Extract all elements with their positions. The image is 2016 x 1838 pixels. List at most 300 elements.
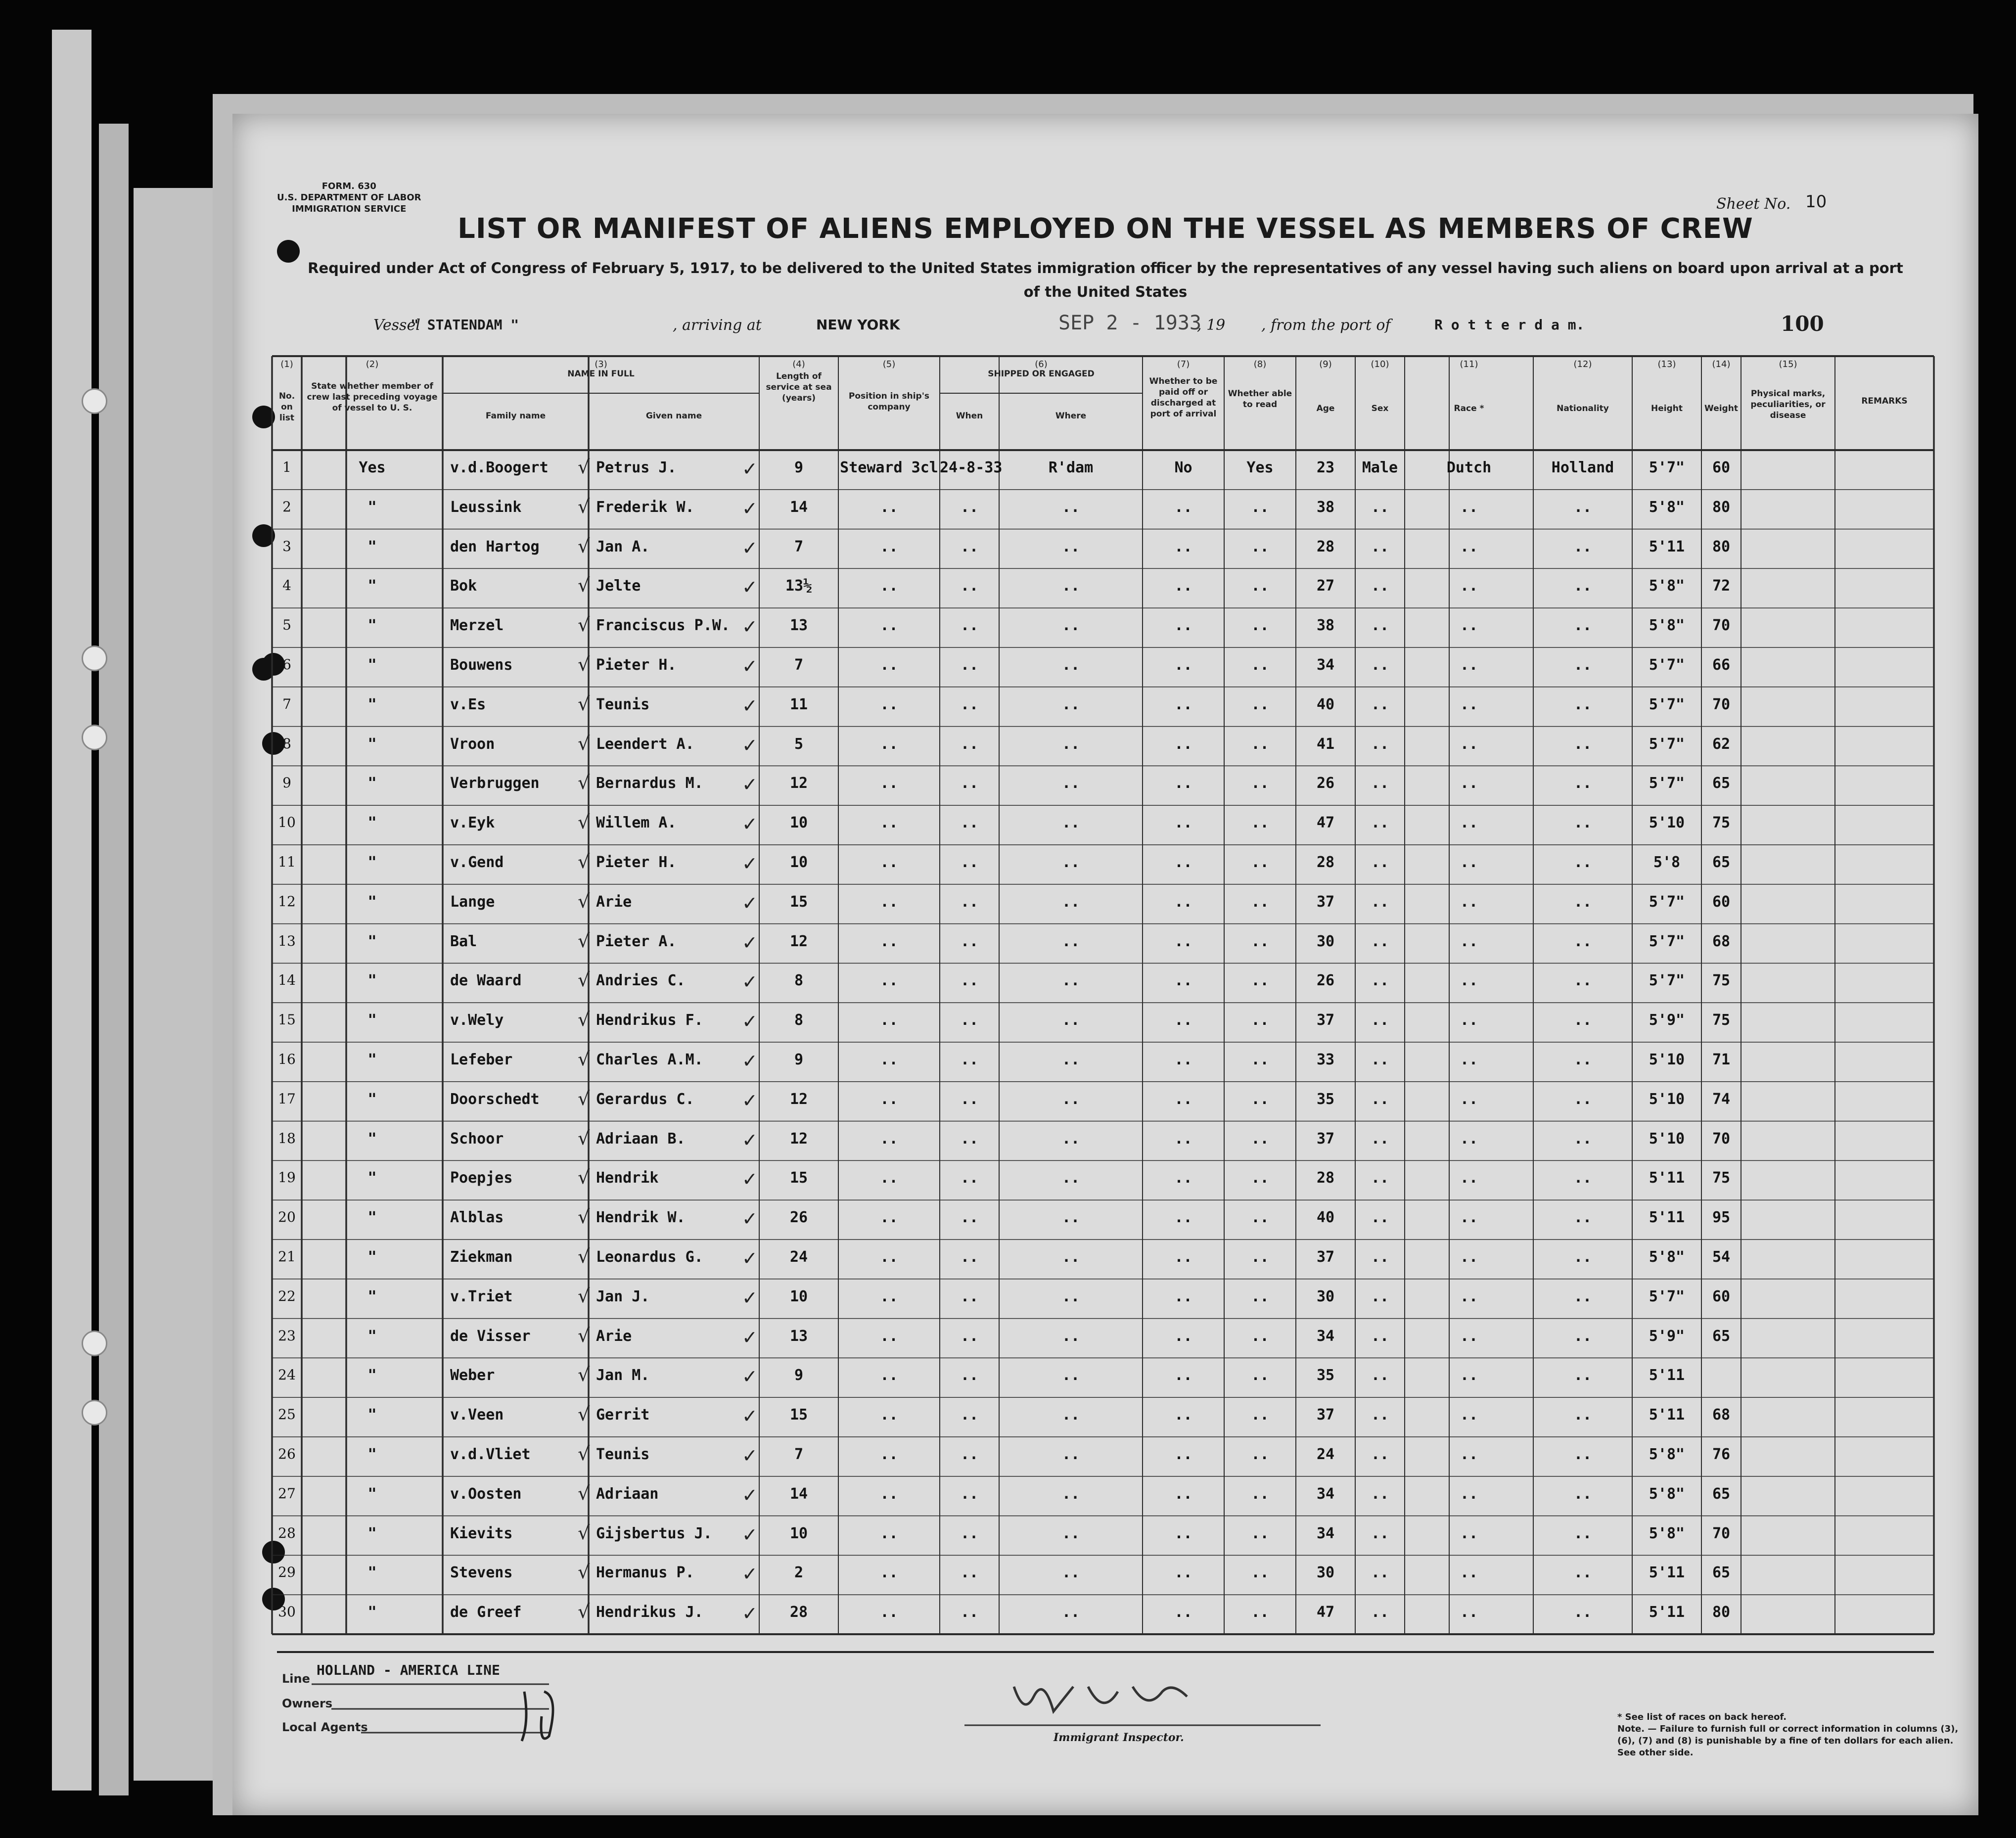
column-number: (14) (1712, 359, 1731, 369)
cell-family: Schoor (450, 1130, 504, 1148)
ditto-mark: .. (1061, 1090, 1080, 1108)
ditto-mark: .. (880, 1446, 898, 1463)
cell-family: v.d.Vliet (450, 1446, 531, 1463)
check-mark: √ (578, 1206, 590, 1228)
check-mark: √ (578, 811, 590, 833)
cell-age: 33 (1316, 1051, 1335, 1068)
cell-prev: " (367, 893, 377, 911)
cell-family: v.Es (450, 695, 486, 713)
cell-no: 16 (278, 1051, 296, 1067)
cell-weight: 75 (1712, 1169, 1731, 1187)
check-mark: √ (578, 772, 590, 794)
ditto-mark: .. (1573, 1446, 1592, 1463)
cell-prev: " (367, 972, 377, 990)
cell-age: 26 (1316, 972, 1335, 990)
ditto-mark: .. (960, 972, 979, 990)
ditto-mark: .. (1460, 498, 1478, 516)
column-header: Position in ship's company (848, 391, 930, 412)
ditto-mark: .. (1371, 1287, 1389, 1305)
cell-weight: 68 (1712, 932, 1731, 950)
cell-height: 5'7" (1649, 932, 1685, 950)
ditto-mark: .. (1061, 1564, 1080, 1582)
column-number: (2) (366, 359, 379, 369)
ditto-mark: .. (1061, 656, 1080, 674)
check-mark: √ (578, 653, 590, 675)
ditto-mark: .. (1573, 1327, 1592, 1345)
cell-no: 24 (278, 1367, 296, 1383)
cell-given: Jelte (596, 577, 641, 595)
binder-strip (134, 188, 218, 1781)
column-header: SHIPPED OR ENGAGED (988, 369, 1095, 379)
column-header: Given name (645, 411, 702, 421)
ditto-mark: .. (1174, 577, 1192, 595)
from-label: , from the port of (1261, 317, 1391, 334)
check-mark: ✓ (742, 1563, 758, 1585)
punch-hole (82, 1400, 107, 1425)
cell-service: 7 (794, 538, 804, 555)
ditto-mark: .. (1174, 1485, 1192, 1503)
cell-height: 5'11 (1649, 1367, 1685, 1384)
cell-prev: " (367, 1327, 377, 1345)
ditto-mark: .. (960, 577, 979, 595)
ditto-mark: .. (960, 1090, 979, 1108)
ditto-mark: .. (1573, 656, 1592, 674)
ditto-mark: .. (1174, 932, 1192, 950)
cell-weight: 54 (1712, 1248, 1731, 1266)
check-mark: √ (578, 1245, 590, 1267)
ditto-mark: .. (1371, 695, 1389, 713)
cell-given: Jan A. (596, 538, 650, 555)
check-mark: ✓ (742, 1603, 758, 1625)
cell-prev: " (367, 854, 377, 871)
cell-given: Teunis (596, 695, 650, 713)
arriving-port: NEW YORK (816, 317, 900, 333)
ditto-mark: .. (1061, 893, 1080, 911)
cell-weight: 71 (1712, 1051, 1731, 1068)
ditto-mark: .. (880, 932, 898, 950)
cell-weight: 65 (1712, 1327, 1731, 1345)
column-header: Length of service at sea (years) (766, 371, 832, 403)
cell-height: 5'8" (1649, 1524, 1685, 1542)
cell-service: 8 (794, 972, 804, 990)
ditto-mark: .. (1061, 1248, 1080, 1266)
ditto-mark: .. (960, 1446, 979, 1463)
check-mark: ✓ (742, 774, 758, 796)
cell-height: 5'8" (1649, 1248, 1685, 1266)
check-mark: ✓ (742, 1247, 758, 1269)
cell-weight: 65 (1712, 854, 1731, 871)
check-mark: ✓ (742, 616, 758, 638)
cell-height: 5'11 (1649, 1209, 1685, 1227)
cell-prev: " (367, 1169, 377, 1187)
ditto-mark: .. (960, 538, 979, 555)
cell-given: Pieter H. (596, 656, 677, 674)
check-mark: √ (578, 851, 590, 873)
cell-no: 28 (278, 1524, 296, 1541)
cell-service: 8 (794, 1011, 804, 1029)
ditto-mark: .. (960, 1130, 979, 1148)
ditto-mark: .. (880, 972, 898, 990)
cell-given: Hermanus P. (596, 1564, 694, 1582)
cell-prev: " (367, 735, 377, 753)
ditto-mark: .. (1251, 1446, 1269, 1463)
cell-age: 30 (1316, 1564, 1335, 1582)
ditto-mark: .. (1251, 1485, 1269, 1503)
ditto-mark: .. (1251, 1524, 1269, 1542)
cell-weight: 70 (1712, 695, 1731, 713)
check-mark: √ (578, 890, 590, 912)
ditto-mark: .. (880, 775, 898, 792)
cell-given: Leonardus G. (596, 1248, 703, 1266)
check-mark: √ (578, 969, 590, 991)
cell-given: Pieter A. (596, 932, 677, 950)
check-mark: √ (578, 574, 590, 597)
penalty-note: Note. — Failure to furnish full or correct information in columns (3), (6), (7) and (8) is punishable by a fine of ten dollars for each alien. See other side. (1617, 1724, 1959, 1758)
check-mark: ✓ (742, 1287, 758, 1309)
ditto-mark: .. (1573, 498, 1592, 516)
cell-prev: " (367, 1011, 377, 1029)
cell-weight: 60 (1712, 893, 1731, 911)
ditto-mark: .. (1174, 1051, 1192, 1068)
ditto-mark: .. (1251, 1406, 1269, 1424)
cell-family: Poepjes (450, 1169, 513, 1187)
cell-age: 40 (1316, 1209, 1335, 1227)
check-mark: ✓ (742, 1366, 758, 1388)
ditto-mark: .. (1573, 1130, 1592, 1148)
cell-given: Teunis (596, 1446, 650, 1463)
ditto-mark: .. (960, 617, 979, 635)
ditto-mark: .. (1251, 498, 1269, 516)
check-mark: √ (578, 1403, 590, 1425)
ditto-mark: .. (1061, 617, 1080, 635)
cell-age: 34 (1316, 1327, 1335, 1345)
ditto-mark: .. (1371, 1564, 1389, 1582)
cell-no: 5 (282, 617, 291, 634)
ditto-mark: .. (1371, 814, 1389, 832)
check-mark: ✓ (742, 892, 758, 914)
cell-position: Steward 3cl (840, 459, 938, 476)
check-mark: ✓ (742, 1405, 758, 1427)
ditto-mark: .. (1251, 735, 1269, 753)
ditto-mark: .. (1460, 1011, 1478, 1029)
cell-weight: 60 (1712, 1287, 1731, 1305)
cell-weight: 66 (1712, 656, 1731, 674)
ditto-mark: .. (1174, 1287, 1192, 1305)
cell-weight: 65 (1712, 775, 1731, 792)
cell-weight: 75 (1712, 814, 1731, 832)
cell-prev: " (367, 1287, 377, 1305)
cell-service: 28 (789, 1604, 808, 1621)
cell-prev: " (367, 1564, 377, 1582)
cell-prev: " (367, 1130, 377, 1148)
cell-given: Arie (596, 1327, 632, 1345)
ditto-mark: .. (1573, 1169, 1592, 1187)
ditto-mark: .. (1371, 1248, 1389, 1266)
ditto-mark: .. (1371, 617, 1389, 635)
ditto-mark: .. (1174, 1209, 1192, 1227)
cell-no: 7 (282, 695, 291, 712)
cell-given: Gerrit (596, 1406, 650, 1424)
ditto-mark: .. (1460, 1524, 1478, 1542)
cell-prev: " (367, 1209, 377, 1227)
ditto-mark: .. (1371, 893, 1389, 911)
ditto-mark: .. (1460, 1209, 1478, 1227)
cell-prev: " (367, 1090, 377, 1108)
ditto-mark: .. (1174, 1248, 1192, 1266)
page-number: 100 (1781, 312, 1824, 336)
cell-family: Bok (450, 577, 477, 595)
cell-family: Alblas (450, 1209, 504, 1227)
cell-age: 34 (1316, 1485, 1335, 1503)
check-mark: √ (578, 1443, 590, 1465)
sheet-label: Sheet No. (1716, 195, 1791, 213)
check-mark: ✓ (742, 694, 758, 717)
cell-given: Andries C. (596, 972, 686, 990)
cell-prev: " (367, 695, 377, 713)
check-mark: ✓ (742, 576, 758, 598)
ditto-mark: .. (1460, 814, 1478, 832)
ditto-mark: .. (960, 814, 979, 832)
ditto-mark: .. (960, 1604, 979, 1621)
cell-family: Merzel (450, 617, 504, 635)
cell-service: 15 (789, 1406, 808, 1424)
ditto-mark: .. (960, 854, 979, 871)
ditto-mark: .. (1174, 656, 1192, 674)
cell-family: Weber (450, 1367, 495, 1384)
cell-no: 4 (282, 577, 291, 594)
cell-no: 14 (278, 972, 296, 989)
cell-weight: 80 (1712, 498, 1731, 516)
cell-family: v.d.Boogert (450, 459, 549, 476)
ditto-mark: .. (880, 656, 898, 674)
ditto-mark: .. (880, 1287, 898, 1305)
cell-service: 13½ (785, 577, 813, 595)
column-header: Where (1055, 411, 1087, 421)
cell-age: 28 (1316, 1169, 1335, 1187)
ditto-mark: .. (1061, 695, 1080, 713)
cell-height: 5'11 (1649, 1406, 1685, 1424)
ditto-mark: .. (1371, 735, 1389, 753)
ditto-mark: .. (1251, 1287, 1269, 1305)
cell-prev: " (367, 1051, 377, 1068)
ditto-mark: .. (1251, 1130, 1269, 1148)
cell-no: 11 (278, 854, 296, 870)
cell-height: 5'7" (1649, 656, 1685, 674)
cell-height: 5'7" (1649, 735, 1685, 753)
cell-prev: " (367, 498, 377, 516)
cell-weight: 70 (1712, 1524, 1731, 1542)
ditto-mark: .. (1251, 538, 1269, 555)
binder-strip (52, 30, 92, 1791)
ditto-mark: .. (1061, 1051, 1080, 1068)
cell-height: 5'11 (1649, 1564, 1685, 1582)
check-mark: ✓ (742, 458, 758, 480)
ditto-mark: .. (1061, 932, 1080, 950)
ditto-mark: .. (1251, 695, 1269, 713)
ditto-mark: .. (1251, 1367, 1269, 1384)
cell-service: 9 (794, 1367, 804, 1384)
ditto-mark: .. (1573, 1051, 1592, 1068)
cell-service: 7 (794, 1446, 804, 1463)
cell-service: 12 (789, 775, 808, 792)
ditto-mark: .. (1460, 1406, 1478, 1424)
ditto-mark: .. (1174, 1524, 1192, 1542)
cell-height: 5'7" (1649, 459, 1685, 476)
vessel-label: Vessel (373, 317, 420, 334)
ditto-mark: .. (880, 1406, 898, 1424)
cell-age: 28 (1316, 538, 1335, 555)
check-mark: √ (578, 1285, 590, 1307)
cell-no: 19 (278, 1169, 296, 1186)
column-header: Height (1651, 404, 1683, 414)
cell-weight: 80 (1712, 1604, 1731, 1621)
check-mark: ✓ (742, 537, 758, 559)
cell-given: Hendrik W. (596, 1209, 686, 1227)
check-mark: ✓ (742, 1168, 758, 1191)
ditto-mark: .. (960, 1367, 979, 1384)
ditto-mark: .. (1251, 656, 1269, 674)
column-header: NAME IN FULL (567, 369, 635, 379)
cell-prev: " (367, 1446, 377, 1463)
arriving-label: , arriving at (673, 317, 762, 334)
cell-prev: " (367, 1248, 377, 1266)
cell-given: Hendrikus J. (596, 1604, 703, 1621)
cell-family: v.Eyk (450, 814, 495, 832)
cell-no: 18 (278, 1130, 296, 1147)
ditto-mark: .. (1251, 1051, 1269, 1068)
cell-given: Adriaan B. (596, 1130, 686, 1148)
cell-no: 3 (282, 538, 291, 554)
ditto-mark: .. (1251, 1011, 1269, 1029)
manifest-sheet (232, 114, 1978, 1815)
punch-hole (82, 388, 107, 414)
ditto-mark: .. (1251, 854, 1269, 871)
ditto-mark: .. (960, 775, 979, 792)
check-mark: ✓ (742, 971, 758, 993)
check-mark: √ (578, 732, 590, 754)
ditto-mark: .. (1573, 735, 1592, 753)
cell-family: Vroon (450, 735, 495, 753)
ditto-mark: .. (960, 1248, 979, 1266)
cell-height: 5'7" (1649, 972, 1685, 990)
ditto-mark: .. (1174, 1130, 1192, 1148)
ditto-mark: .. (1371, 656, 1389, 674)
cell-age: 37 (1316, 1011, 1335, 1029)
races-note: * See list of races on back hereof. (1617, 1712, 1787, 1722)
ditto-mark: .. (1573, 1090, 1592, 1108)
cell-age: 47 (1316, 814, 1335, 832)
ditto-mark: .. (1251, 814, 1269, 832)
cell-no: 30 (278, 1604, 296, 1620)
ditto-mark: .. (960, 1327, 979, 1345)
check-mark: ✓ (742, 931, 758, 954)
cell-service: 12 (789, 1130, 808, 1148)
ditto-mark: .. (1371, 1406, 1389, 1424)
form-identifier: FORM. 630 U.S. DEPARTMENT OF LABOR IMMIGRATION SERVICE (277, 181, 421, 214)
cell-weight: 80 (1712, 538, 1731, 555)
ditto-mark: .. (1061, 538, 1080, 555)
ditto-mark: .. (1174, 735, 1192, 753)
cell-nat: Holland (1551, 459, 1614, 476)
cell-prev: " (367, 1604, 377, 1621)
column-header: When (956, 411, 983, 421)
cell-family: Kievits (450, 1524, 513, 1542)
ditto-mark: .. (1460, 1446, 1478, 1463)
cell-family: v.Gend (450, 854, 504, 871)
cell-weight: 75 (1712, 972, 1731, 990)
cell-given: Charles A.M. (596, 1051, 703, 1068)
cell-age: 40 (1316, 695, 1335, 713)
ditto-mark: .. (1371, 1209, 1389, 1227)
ditto-mark: .. (1460, 1287, 1478, 1305)
ditto-mark: .. (1573, 932, 1592, 950)
ditto-mark: .. (1573, 1248, 1592, 1266)
cell-prev: " (367, 538, 377, 555)
cell-prev: " (367, 1367, 377, 1384)
cell-family: Leussink (450, 498, 522, 516)
check-mark: ✓ (742, 734, 758, 756)
ditto-mark: .. (880, 617, 898, 635)
cell-service: 7 (794, 656, 804, 674)
ditto-mark: .. (1573, 695, 1592, 713)
ditto-mark: .. (960, 932, 979, 950)
column-header: Age (1316, 404, 1335, 414)
ditto-mark: .. (1460, 1367, 1478, 1384)
cell-age: 38 (1316, 498, 1335, 516)
ditto-mark: .. (1371, 775, 1389, 792)
cell-service: 12 (789, 1090, 808, 1108)
ditto-mark: .. (960, 695, 979, 713)
ditto-mark: .. (1061, 1604, 1080, 1621)
ditto-mark: .. (1460, 854, 1478, 871)
cell-weight: 60 (1712, 459, 1731, 476)
cell-weight: 72 (1712, 577, 1731, 595)
cell-age: 47 (1316, 1604, 1335, 1621)
cell-height: 5'11 (1649, 538, 1685, 555)
ditto-mark: .. (1371, 1051, 1389, 1068)
local-agents-label: Local Agents (282, 1720, 368, 1734)
ditto-mark: .. (1251, 577, 1269, 595)
cell-family: v.Veen (450, 1406, 504, 1424)
ditto-mark: .. (960, 1051, 979, 1068)
check-mark: ✓ (742, 1011, 758, 1033)
ditto-mark: .. (1174, 538, 1192, 555)
ditto-mark: .. (1460, 775, 1478, 792)
cell-service: 13 (789, 617, 808, 635)
ditto-mark: .. (1061, 1485, 1080, 1503)
cell-weight: 65 (1712, 1485, 1731, 1503)
ditto-mark: .. (1460, 1169, 1478, 1187)
ditto-mark: .. (1573, 577, 1592, 595)
ditto-mark: .. (1174, 814, 1192, 832)
column-header: Whether to be paid off or discharged at port of arrival (1149, 376, 1218, 419)
cell-prev: Yes (359, 459, 386, 476)
ditto-mark: .. (880, 498, 898, 516)
ditto-mark: .. (960, 1011, 979, 1029)
cell-given: Hendrik (596, 1169, 659, 1187)
check-mark: √ (578, 1482, 590, 1504)
ditto-mark: .. (1460, 1248, 1478, 1266)
ditto-mark: .. (1573, 1564, 1592, 1582)
footnotes (1617, 1711, 1964, 1759)
cell-height: 5'9" (1649, 1011, 1685, 1029)
ditto-mark: .. (960, 1287, 979, 1305)
cell-family: de Visser (450, 1327, 531, 1345)
cell-height: 5'7" (1649, 695, 1685, 713)
cell-height: 5'8" (1649, 577, 1685, 595)
check-mark: ✓ (742, 1089, 758, 1111)
column-header: No. on list (278, 391, 295, 423)
